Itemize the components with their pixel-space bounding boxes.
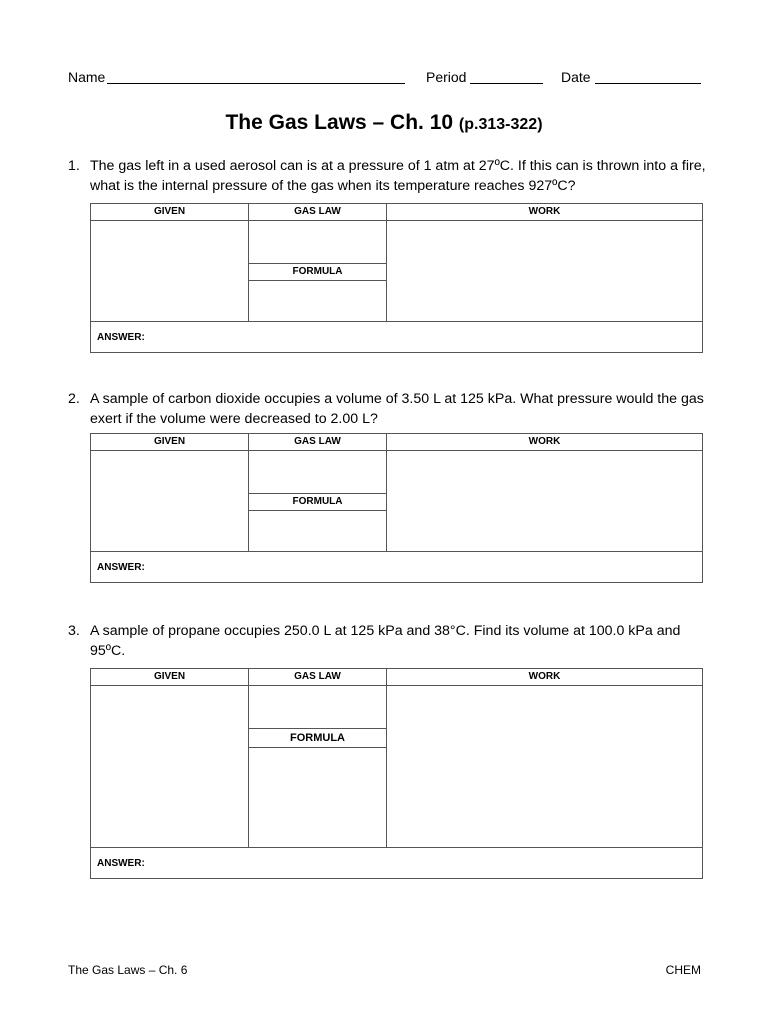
date-label: Date xyxy=(561,69,591,85)
given-cell[interactable] xyxy=(91,686,249,848)
given-header: GIVEN xyxy=(91,669,249,686)
question-text: A sample of propane occupies 250.0 L at 125 kPa and 38°C. Find its volume at 100.0 kPa and 95ºC. xyxy=(90,623,681,659)
given-header: GIVEN xyxy=(91,434,249,451)
work-header: WORK xyxy=(387,204,703,221)
work-header: WORK xyxy=(387,434,703,451)
student-info-header xyxy=(68,69,702,87)
work-cell[interactable] xyxy=(387,686,703,848)
question-text: The gas left in a used aerosol can is at a pressure of 1 atm at 27ºC. If this can is thrown into a fire, what is the internal pressure of the gas when its temperature reaches 927ºC? xyxy=(90,158,706,194)
question-number: 3. xyxy=(68,623,80,639)
formula-label: FORMULA xyxy=(249,493,386,511)
page-title xyxy=(0,111,768,135)
answer-cell[interactable]: ANSWER: xyxy=(91,848,703,879)
given-header: GIVEN xyxy=(91,204,249,221)
gas-law-header: GAS LAW xyxy=(249,434,387,451)
gas-law-cell[interactable] xyxy=(249,686,387,848)
answer-table-3 xyxy=(90,668,703,879)
question-text: A sample of carbon dioxide occupies a volume of 3.50 L at 125 kPa. What pressure would the gas exert if the volume were decreased to 2.00 L? xyxy=(90,391,704,427)
title-pages: (p.313-322) xyxy=(458,116,543,133)
footer-right: CHEM xyxy=(665,963,701,977)
gas-law-cell[interactable] xyxy=(249,221,387,322)
gas-law-cell[interactable] xyxy=(249,451,387,552)
gas-law-header: GAS LAW xyxy=(249,669,387,686)
name-field[interactable] xyxy=(107,83,405,84)
work-header: WORK xyxy=(387,669,703,686)
date-field[interactable] xyxy=(595,83,701,84)
formula-label: FORMULA xyxy=(249,728,386,748)
answer-cell[interactable]: ANSWER: xyxy=(91,552,703,583)
given-cell[interactable] xyxy=(91,451,249,552)
answer-table-2 xyxy=(90,433,703,583)
footer-left: The Gas Laws – Ch. 6 xyxy=(68,963,188,977)
period-field[interactable] xyxy=(470,83,543,84)
work-cell[interactable] xyxy=(387,221,703,322)
gas-law-header: GAS LAW xyxy=(249,204,387,221)
name-label: Name xyxy=(68,69,106,85)
period-label: Period xyxy=(426,69,467,85)
question-number: 2. xyxy=(68,391,80,407)
question-number: 1. xyxy=(68,158,80,174)
formula-label: FORMULA xyxy=(249,263,386,281)
work-cell[interactable] xyxy=(387,451,703,552)
answer-cell[interactable]: ANSWER: xyxy=(91,322,703,353)
title-main: The Gas Laws – Ch. 10 xyxy=(225,111,454,134)
given-cell[interactable] xyxy=(91,221,249,322)
answer-table-1 xyxy=(90,203,703,353)
